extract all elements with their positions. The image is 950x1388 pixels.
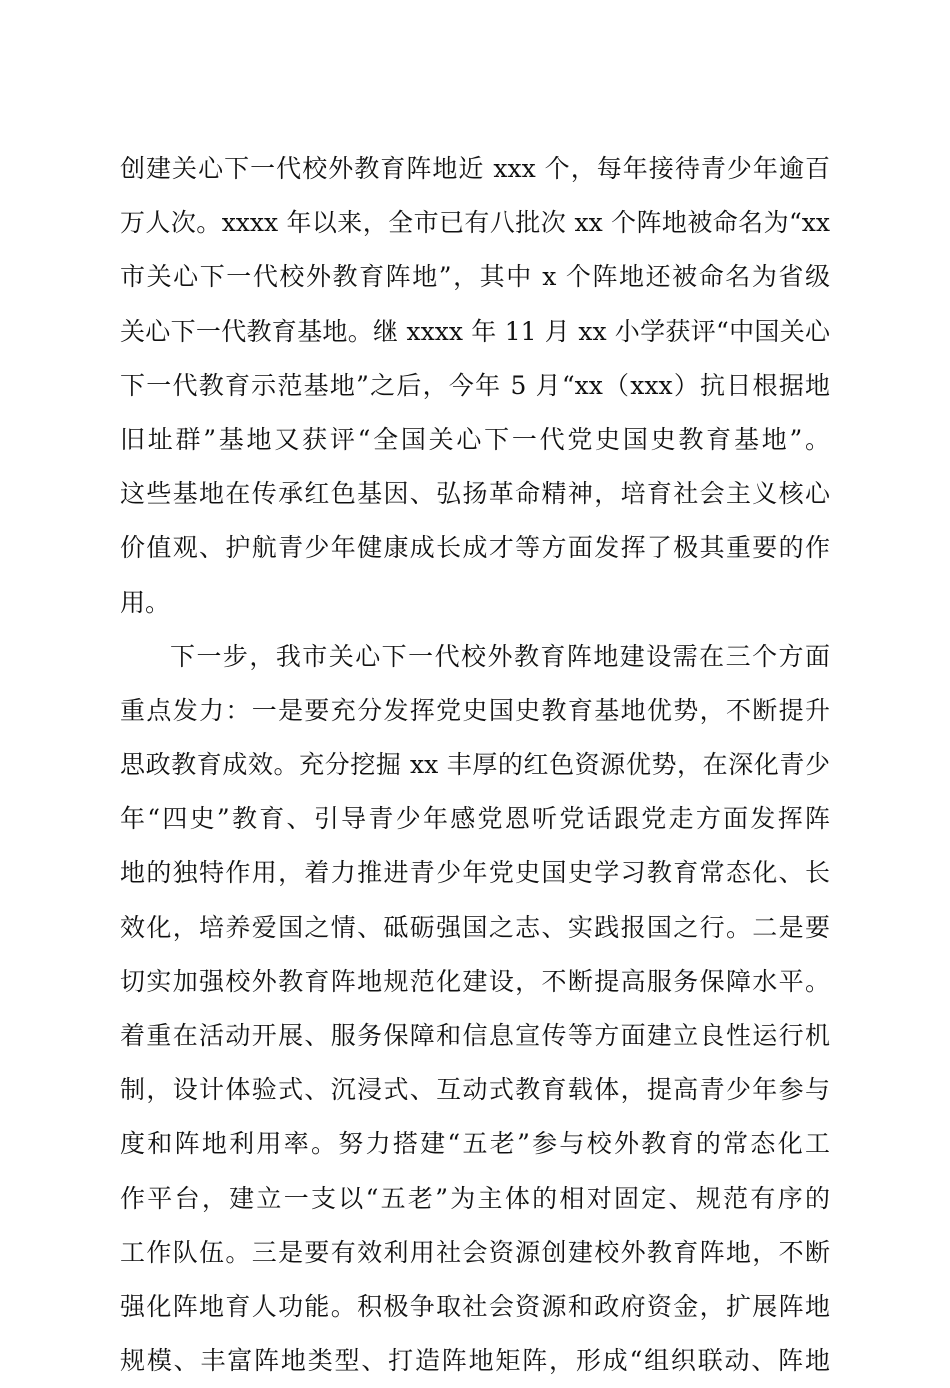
text-line: 地的独特作用，着力推进青少年党史国史学习教育常态化、长 [120, 858, 830, 888]
document-body [120, 142, 830, 1388]
text-line: 效化，培养爱国之情、砥砺强国之志、实践报国之行。二是要 [120, 912, 830, 942]
text-line: 强化阵地育人功能。积极争取社会资源和政府资金，扩展阵地 [120, 1291, 830, 1321]
text-line: 着重在活动开展、服务保障和信息宣传等方面建立良性运行机 [120, 1021, 830, 1050]
paragraph-end-line: 用。 [120, 587, 171, 617]
text-line: 切实加强校外教育阵地规范化建设，不断提高服务保障水平。 [120, 966, 830, 996]
text-line: 规模、丰富阵地类型、打造阵地矩阵，形成“组织联动、阵地 [120, 1346, 830, 1376]
text-line: 这些基地在传承红色基因、弘扬革命精神，培育社会主义核心 [120, 479, 830, 509]
text-line: 下一代教育示范基地”之后，今年 5 月“xx（xxx）抗日根据地 [120, 370, 830, 400]
text-line: 年“四史”教育、引导青少年感党恩听党话跟党走方面发挥阵 [120, 804, 830, 834]
text-line: 万人次。xxxx 年以来，全市已有八批次 xx 个阵地被命名为“xx [120, 208, 830, 238]
text-line: 重点发力：一是要充分发挥党史国史教育基地优势，不断提升 [120, 695, 830, 725]
text-line: 价值观、护航青少年健康成长成才等方面发挥了极其重要的作 [120, 533, 830, 563]
text-line: 旧址群”基地又获评“全国关心下一代党史国史教育基地”。 [120, 424, 830, 454]
text-line: 市关心下一代校外教育阵地”，其中 x 个阵地还被命名为省级 [120, 262, 830, 292]
text-line: 作平台，建立一支以“五老”为主体的相对固定、规范有序的 [120, 1183, 830, 1213]
text-line: 创建关心下一代校外教育阵地近 xxx 个，每年接待青少年逾百 [120, 154, 830, 183]
text-line: 度和阵地利用率。努力搭建“五老”参与校外教育的常态化工 [120, 1129, 830, 1159]
text-line: 制，设计体验式、沉浸式、互动式教育载体，提高青少年参与 [120, 1075, 830, 1105]
text-line: 工作队伍。三是要有效利用社会资源创建校外教育阵地，不断 [120, 1237, 830, 1267]
text-line: 思政教育成效。充分挖掘 xx 丰厚的红色资源优势，在深化青少 [120, 750, 830, 780]
paragraph-first-line: 下一步，我市关心下一代校外教育阵地建设需在三个方面 [170, 641, 830, 671]
text-line: 关心下一代教育基地。继 xxxx 年 11 月 xx 小学获评“中国关心 [120, 316, 830, 346]
